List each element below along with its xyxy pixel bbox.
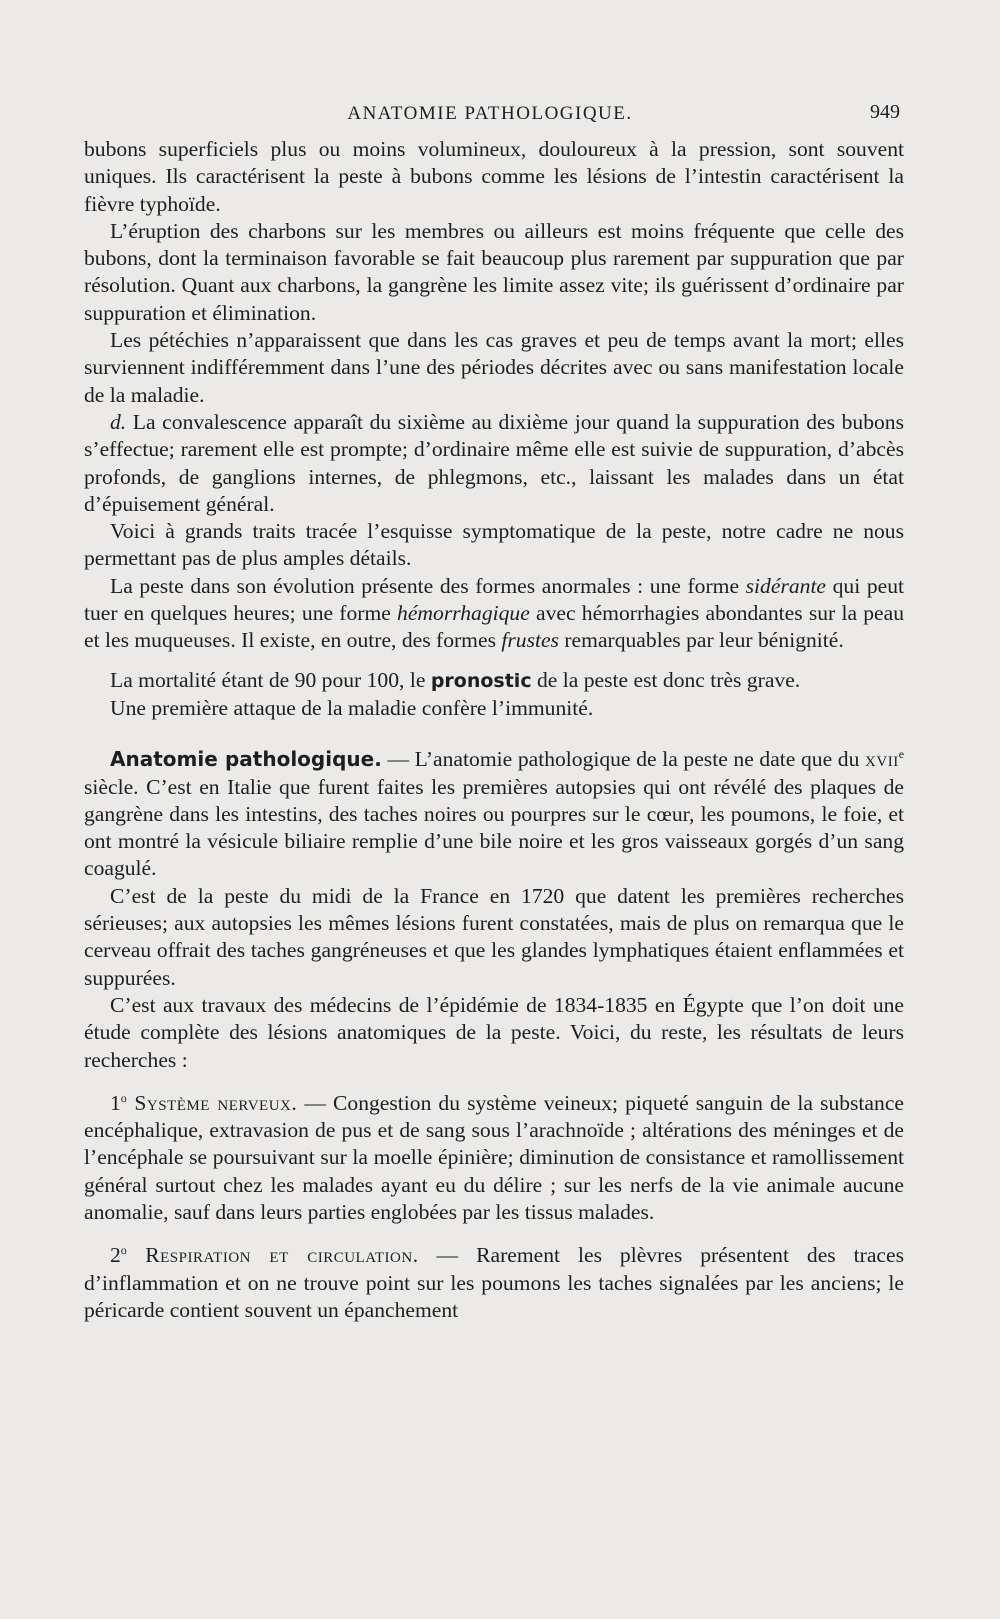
- page-number: 949: [870, 101, 900, 123]
- paragraph-11: C’est aux travaux des médecins de l’épidémie de 1834-1835 en Égypte que l’on doit une étude complète des lésions anatomiques de la peste. Voici, du reste, les résultats de leurs recherches :: [84, 992, 904, 1072]
- item-number-2-superscript: o: [120, 1243, 127, 1258]
- item-number-1-superscript: o: [120, 1090, 127, 1105]
- subsection-heading-respiration-circulation: Respiration et circulation.: [126, 1243, 419, 1268]
- paragraph-6-part-g: remarquables par leur bénignité.: [558, 628, 844, 653]
- page-header: [80, 103, 900, 133]
- paragraph-6-part-a: La peste dans son évolution présente des formes anormales : une forme: [110, 573, 746, 598]
- term-hemorrhagique: hémorrhagique: [397, 601, 530, 626]
- body-text: [84, 136, 904, 1324]
- century-numeral: xvii: [865, 747, 899, 772]
- paragraph-9-part-a: — L’anatomie pathologique de la peste ne date que du: [381, 747, 866, 772]
- paragraph-10: C’est de la peste du midi de la France en 1720 que datent les premières recherches sérieuses; aux autopsies les mêmes lésions furent constatées, mais de plus on remarqua que le cerveau offrait des taches gangréneuses et que les glandes lymphatiques étaient enflammées et suppurées.: [84, 883, 904, 990]
- paragraph-1: bubons superficiels plus ou moins volumineux, douloureux à la pression, sont souvent uniques. Ils caractérisent la peste à bubons comme les lésions de l’intestin caractérisent la fièvre typhoïde.: [84, 137, 904, 216]
- paragraph-7: [84, 667, 904, 695]
- paragraph-6-part-e: avec hémorrhagies abondantes sur la peau et les muqueuses. Il existe, en outre, des formes: [84, 601, 904, 653]
- paragraph-8: Une première attaque de la maladie confère l’immunité.: [110, 695, 594, 720]
- item-number-1: 1: [110, 1090, 121, 1115]
- paragraph-5: Voici à grands traits tracée l’esquisse symptomatique de la peste, notre cadre ne nous permettant pas de plus amples détails.: [84, 519, 904, 571]
- paragraph-6: [84, 573, 904, 655]
- paragraph-13-text: — Rarement les plèvres présentent des traces d’inflammation et on ne trouve point sur les poumons les taches signalées par les anciens; le péricarde contient souvent un épanchement: [84, 1243, 904, 1322]
- term-pronostic: pronostic: [430, 669, 532, 692]
- paragraph-4: [84, 409, 904, 518]
- paragraph-4-text: La convalescence apparaît du sixième au dixième jour quand la suppuration des bubons s’effectue; rarement elle est prompte; d’ordinaire même elle est suivie de suppuration, d’abcès profonds, de ganglions internes, de phlegmons, etc., laissant les malades dans un état d’épuisement général.: [84, 409, 904, 516]
- subsection-heading-systeme-nerveux: Système nerveux.: [126, 1090, 298, 1115]
- paragraph-9: [84, 746, 904, 882]
- item-label-d: d.: [110, 409, 127, 434]
- section-heading-anatomie-pathologique: Anatomie pathologique.: [110, 747, 382, 772]
- paragraph-2: L’éruption des charbons sur les membres ou ailleurs est moins fréquente que celle des bubons, dont la terminaison favorable se fait beaucoup plus rarement par suppuration que par résolution. Quant aux charbons, la gangrène les limite assez vite; ils guérissent d’ordinaire par suppuration et élimination.: [84, 218, 904, 325]
- paragraph-12: [84, 1090, 904, 1226]
- paragraph-7-part-a: La mortalité étant de 90 pour 100, le: [110, 667, 431, 692]
- century-superscript: e: [898, 747, 905, 762]
- paragraph-6-part-c: qui peut tuer en quelques heures; une forme: [84, 573, 905, 626]
- paragraph-13: [84, 1242, 904, 1324]
- term-frustes: frustes: [501, 628, 559, 653]
- item-number-2: 2: [110, 1243, 121, 1268]
- running-title: ANATOMIE PATHOLOGIQUE.: [347, 103, 633, 124]
- paragraph-3: Les pétéchies n’apparaissent que dans les cas graves et peu de temps avant la mort; elles surviennent indifféremment dans l’une des périodes décrites avec ou sans manifestation locale de la maladie.: [84, 328, 904, 407]
- paragraph-12-text: — Congestion du système veineux; piqueté sanguin de la substance encéphalique, extravasion de pus et de sang sous l’arachnoïde ; altérations des méninges et de l’encéphale se poursuivant sur la moelle épinière; diminution de consistance et ramollissement général surtout chez les malades ayant eu du délire ; sur les nerfs de la vie animale aucune anomalie, sauf dans leurs parties englobées par les tissus malades.: [84, 1090, 904, 1224]
- paragraph-9-part-b: siècle. C’est en Italie que furent faites les premières autopsies qui ont révélé des plaques de gangrène dans les intestins, des taches noires ou pourpres sur le cœur, les poumons, le foie, et ont montré la vésicule biliaire remplie d’une bile noire et les gros vaisseaux gorgés d’un sang coagulé.: [84, 774, 904, 881]
- paragraph-7-part-c: de la peste est donc très grave.: [531, 667, 801, 692]
- term-siderante: sidérante: [745, 573, 827, 598]
